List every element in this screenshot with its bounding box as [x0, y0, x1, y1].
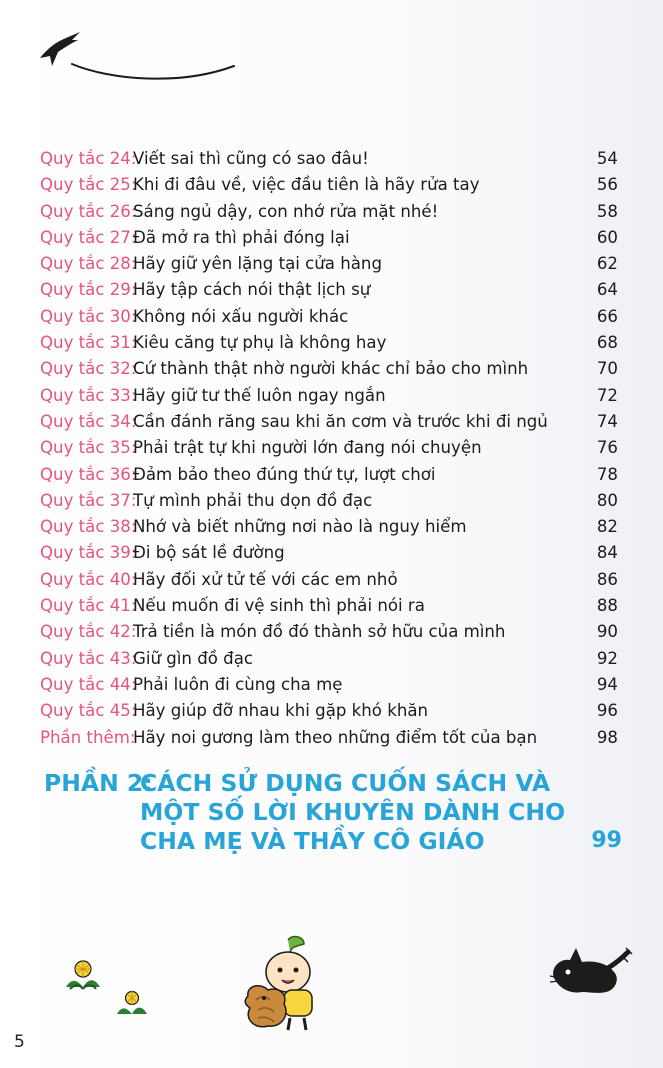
toc-entry	[40, 672, 620, 698]
toc-entry-label: Quy tắc 38:	[40, 517, 137, 537]
toc-entry-title: Hãy noi gương làm theo những điểm tốt của bạn	[133, 727, 538, 747]
toc-entry-page: 82	[596, 517, 618, 537]
toc-entry-page: 56	[596, 175, 618, 195]
toc-entry-page: 88	[596, 596, 618, 616]
toc-entry-label: Quy tắc 41:	[40, 596, 137, 616]
toc-entry-label: Quy tắc 24:	[40, 149, 137, 168]
toc-entry	[40, 488, 620, 514]
toc-entry-page: 92	[596, 648, 618, 668]
toc-entry-label: Quy tắc 37:	[40, 490, 137, 510]
toc-entry-title: Trả tiền là món đồ đó thành sở hữu của mình	[133, 622, 506, 642]
table-of-contents	[40, 146, 620, 751]
toc-entry-label: Quy tắc 43:	[40, 648, 137, 668]
toc-entry-title: Viết sai thì cũng có sao đâu!	[133, 149, 369, 168]
toc-entry	[40, 540, 620, 566]
toc-entry	[40, 409, 620, 435]
toc-entry	[40, 698, 620, 724]
toc-entry-label: Quy tắc 34:	[40, 411, 137, 431]
toc-entry-label: Quy tắc 39:	[40, 543, 137, 563]
toc-entry-title: Đảm bảo theo đúng thứ tự, lượt chơi	[133, 464, 436, 484]
toc-entry-label: Quy tắc 31:	[40, 333, 137, 353]
toc-entry-title: Cứ thành thật nhờ người khác chỉ bảo cho mình	[133, 359, 529, 379]
toc-entry-title: Giữ gìn đồ đạc	[133, 648, 253, 668]
toc-entry-page: 58	[596, 201, 618, 221]
toc-entry-label: Quy tắc 44:	[40, 674, 137, 694]
toc-entry-title: Hãy tập cách nói thật lịch sự	[133, 280, 371, 300]
toc-entry	[40, 619, 620, 645]
toc-entry-page: 54	[596, 149, 618, 168]
toc-entry-title: Tự mình phải thu dọn đồ đạc	[133, 490, 373, 510]
toc-entry-page: 72	[596, 385, 618, 405]
toc-entry	[40, 593, 620, 619]
toc-entry-title: Đi bộ sát lề đường	[133, 543, 285, 563]
toc-entry-title: Đã mở ra thì phải đóng lại	[133, 227, 350, 247]
toc-entry-page: 80	[596, 490, 618, 510]
toc-entry-title: Hãy giữ yên lặng tại cửa hàng	[133, 254, 382, 274]
toc-entry	[40, 146, 620, 172]
toc-entry	[40, 646, 620, 672]
toc-entry-title: Không nói xấu người khác	[133, 306, 349, 326]
sprout-kid-with-dog-icon	[244, 934, 330, 1032]
toc-entry	[40, 514, 620, 540]
toc-entry-title: Khi đi đâu về, việc đầu tiên là hãy rửa tay	[133, 175, 480, 195]
section-label: PHẦN 2:	[44, 769, 153, 797]
toc-entry-label: Quy tắc 35:	[40, 438, 137, 458]
toc-entry-title: Phải trật tự khi người lớn đang nói chuyện	[133, 438, 482, 458]
toc-entry	[40, 383, 620, 409]
toc-entry-page: 98	[596, 727, 618, 747]
toc-entry-title: Hãy giữ tư thế luôn ngay ngắn	[133, 385, 386, 405]
toc-entry-page: 62	[596, 254, 618, 274]
toc-entry-title: Phải luôn đi cùng cha mẹ	[133, 674, 343, 694]
section-title-line-1: CÁCH SỬ DỤNG CUỐN SÁCH VÀ	[140, 769, 551, 797]
toc-entry-page: 76	[596, 438, 618, 458]
toc-entry-title: Sáng ngủ dậy, con nhớ rửa mặt nhé!	[133, 201, 439, 221]
page-number: 5	[14, 1032, 25, 1052]
toc-entry	[40, 172, 620, 198]
toc-entry-page: 68	[596, 333, 618, 353]
toc-entry	[40, 462, 620, 488]
black-cat-icon	[546, 938, 638, 1000]
toc-entry-page: 74	[596, 411, 618, 431]
toc-entry-title: Hãy đối xử tử tế với các em nhỏ	[133, 569, 398, 589]
toc-entry-label: Quy tắc 30:	[40, 306, 137, 326]
toc-entry-page: 64	[596, 280, 618, 300]
toc-entry-label: Quy tắc 42:	[40, 622, 137, 642]
toc-entry-page: 90	[596, 622, 618, 642]
dandelion-flower-icon	[62, 957, 104, 993]
toc-entry-label: Quy tắc 28:	[40, 254, 137, 274]
toc-entry-label: Quy tắc 36:	[40, 464, 137, 484]
section-title-line-3: CHA MẸ VÀ THẦY CÔ GIÁO	[140, 827, 485, 855]
swoosh-line	[70, 50, 240, 90]
toc-entry-title: Kiêu căng tự phụ là không hay	[133, 333, 387, 353]
toc-entry-page: 60	[596, 227, 618, 247]
toc-entry	[40, 277, 620, 303]
toc-entry	[40, 225, 620, 251]
toc-entry-label: Quy tắc 45:	[40, 701, 137, 721]
toc-entry	[40, 304, 620, 330]
section-page-number: 99	[591, 828, 622, 853]
toc-entry	[40, 567, 620, 593]
toc-entry-page: 78	[596, 464, 618, 484]
toc-entry-title: Nhớ và biết những nơi nào là nguy hiểm	[133, 517, 467, 537]
toc-entry	[40, 725, 620, 751]
toc-entry	[40, 330, 620, 356]
toc-entry-page: 86	[596, 569, 618, 589]
toc-entry	[40, 356, 620, 382]
dandelion-flower-icon	[114, 988, 150, 1018]
toc-entry-label: Quy tắc 27:	[40, 227, 137, 247]
toc-entry-title: Hãy giúp đỡ nhau khi gặp khó khăn	[133, 701, 429, 721]
toc-entry-label: Quy tắc 40:	[40, 569, 137, 589]
toc-entry-page: 66	[596, 306, 618, 326]
toc-entry-label: Quy tắc 29:	[40, 280, 137, 300]
toc-entry-label: Quy tắc 33:	[40, 385, 137, 405]
section-title-line-2: MỘT SỐ LỜI KHUYÊN DÀNH CHO	[140, 798, 566, 826]
toc-entry-page: 94	[596, 674, 618, 694]
toc-entry-label: Quy tắc 32:	[40, 359, 137, 379]
toc-entry	[40, 251, 620, 277]
toc-entry-page: 70	[596, 359, 618, 379]
toc-entry-label: Phần thêm:	[40, 727, 136, 747]
toc-entry-label: Quy tắc 25:	[40, 175, 137, 195]
toc-entry-title: Nếu muốn đi vệ sinh thì phải nói ra	[133, 596, 425, 616]
toc-entry-title: Cần đánh răng sau khi ăn cơm và trước khi đi ngủ	[133, 411, 548, 431]
toc-entry	[40, 199, 620, 225]
toc-entry	[40, 435, 620, 461]
toc-entry-page: 84	[596, 543, 618, 563]
toc-entry-label: Quy tắc 26:	[40, 201, 137, 221]
toc-entry-page: 96	[596, 701, 618, 721]
